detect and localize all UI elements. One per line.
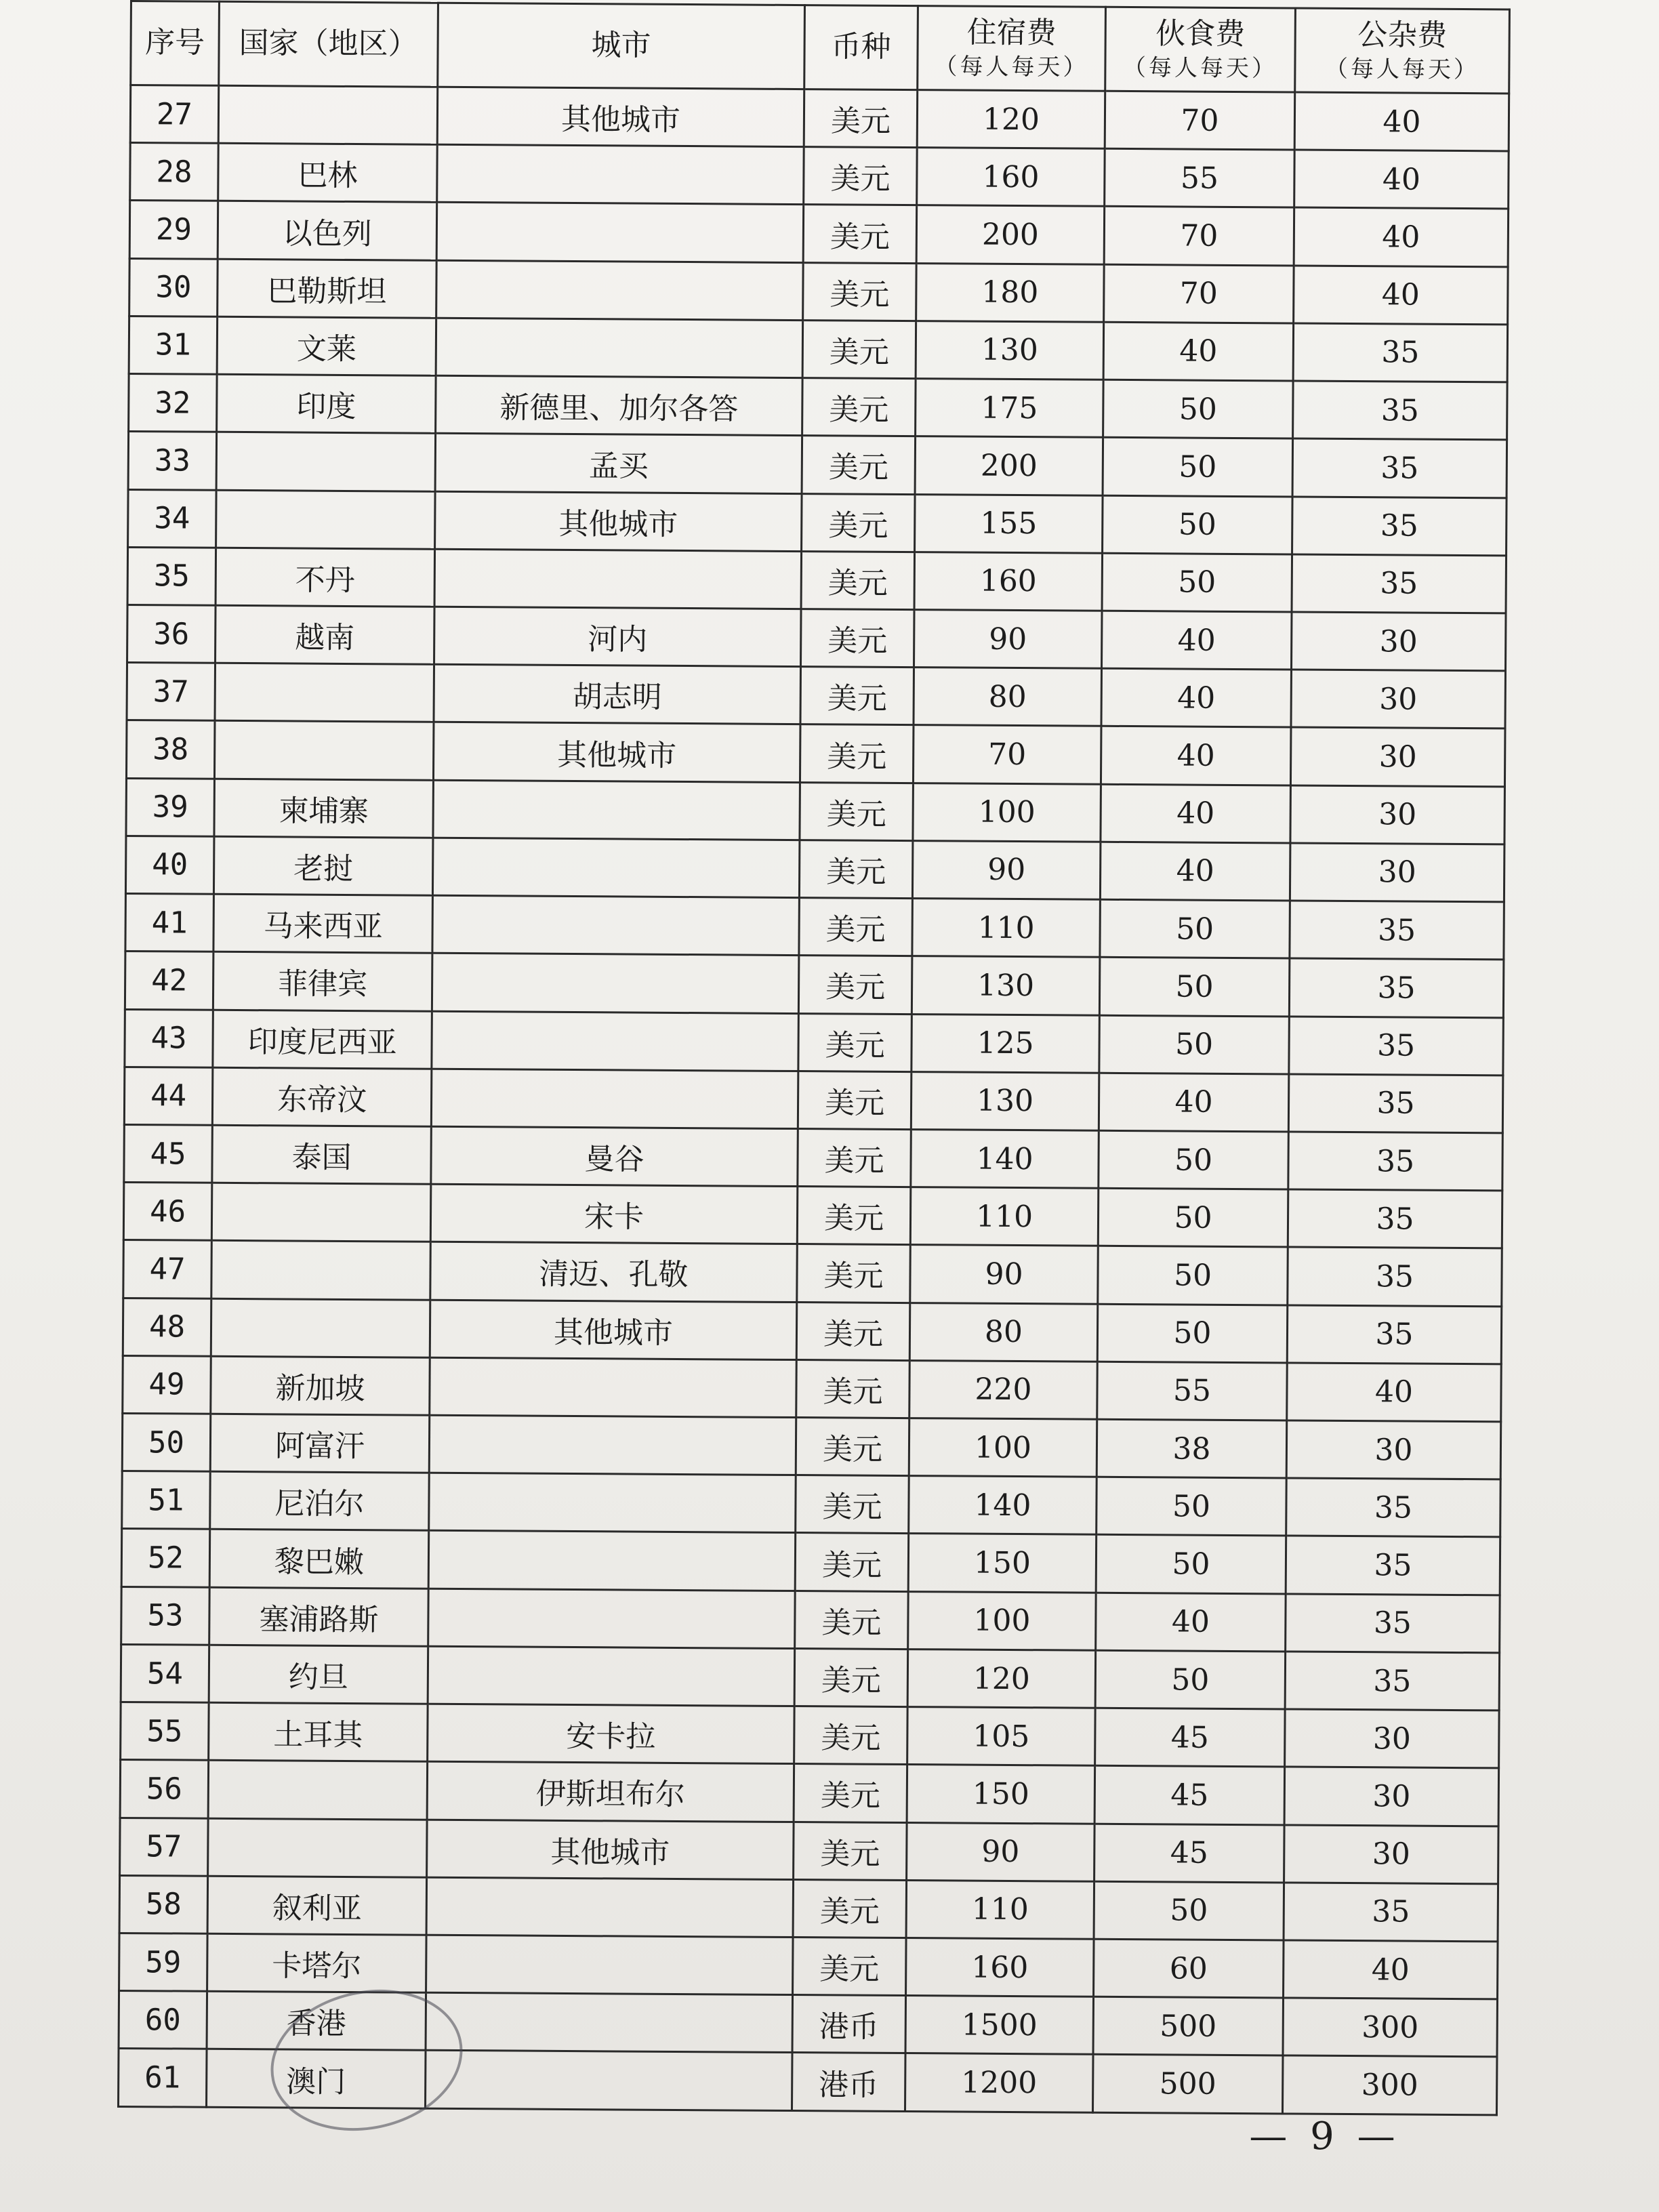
cell-index: 44 <box>124 1067 213 1125</box>
cell-city <box>436 260 804 321</box>
cell-index: 55 <box>121 1702 209 1761</box>
cell-city <box>426 1877 794 1938</box>
cell-city <box>432 895 800 956</box>
cell-country: 以色列 <box>218 201 437 260</box>
cell-index: 56 <box>120 1760 209 1818</box>
cell-lodging: 120 <box>917 90 1105 149</box>
cell-meals: 70 <box>1105 91 1295 150</box>
cell-meals: 50 <box>1099 1130 1289 1189</box>
cell-index: 40 <box>125 836 214 894</box>
cell-index: 36 <box>127 605 216 663</box>
header-lodging-title: 住宿费 <box>966 15 1057 51</box>
cell-lodging: 200 <box>915 436 1103 495</box>
cell-lodging: 130 <box>912 956 1100 1015</box>
table-row <box>121 1529 1500 1595</box>
cell-index: 32 <box>129 374 218 432</box>
header-currency: 币种 <box>804 5 918 90</box>
cell-misc: 35 <box>1292 438 1507 497</box>
cell-currency: 美元 <box>800 724 914 783</box>
cell-meals: 38 <box>1097 1419 1287 1478</box>
cell-city <box>426 1935 794 1995</box>
cell-currency: 港币 <box>792 2053 905 2112</box>
header-meals <box>1105 7 1296 92</box>
cell-currency: 美元 <box>802 320 916 378</box>
cell-currency: 美元 <box>799 898 913 956</box>
cell-city <box>426 1992 793 2053</box>
cell-city <box>432 838 800 898</box>
cell-country: 新加坡 <box>211 1356 430 1415</box>
header-misc-sub: （每人每天） <box>1324 56 1480 84</box>
table-body <box>119 85 1509 2115</box>
cell-index: 60 <box>119 1991 207 2049</box>
cell-misc: 35 <box>1286 1478 1501 1537</box>
cell-city <box>428 1531 796 1591</box>
cell-misc: 30 <box>1286 1420 1501 1479</box>
cell-lodging: 110 <box>910 1187 1099 1246</box>
cell-city <box>428 1646 795 1706</box>
cell-lodging: 130 <box>916 321 1104 380</box>
cell-index: 42 <box>125 951 213 1010</box>
cell-currency: 美元 <box>794 1822 907 1880</box>
table-row <box>120 1760 1498 1826</box>
cell-city <box>434 549 802 609</box>
cell-city: 清迈、孔敬 <box>430 1242 798 1303</box>
table-row <box>119 1875 1498 1942</box>
cell-lodging: 200 <box>916 205 1105 264</box>
cell-meals: 40 <box>1100 842 1290 901</box>
cell-city <box>429 1415 796 1475</box>
cell-index: 34 <box>128 489 217 548</box>
cell-city <box>432 954 799 1014</box>
cell-meals: 40 <box>1101 668 1292 727</box>
cell-misc: 300 <box>1283 1998 1498 2057</box>
cell-lodging: 160 <box>906 1938 1094 1997</box>
cell-currency: 美元 <box>798 1128 912 1187</box>
cell-meals: 500 <box>1092 2055 1283 2114</box>
cell-currency: 美元 <box>795 1591 909 1649</box>
header-lodging <box>918 6 1106 91</box>
cell-country: 马来西亚 <box>213 894 433 953</box>
cell-currency: 美元 <box>796 1359 910 1418</box>
cell-country: 老挝 <box>213 836 433 895</box>
cell-misc: 35 <box>1284 1883 1498 1942</box>
cell-currency: 美元 <box>798 1013 912 1071</box>
cell-misc: 35 <box>1286 1594 1500 1653</box>
cell-meals: 50 <box>1102 553 1292 612</box>
table-row <box>129 374 1507 441</box>
cell-index: 43 <box>125 1009 213 1067</box>
cell-lodging: 140 <box>909 1476 1097 1535</box>
cell-meals: 40 <box>1099 1073 1289 1132</box>
cell-currency: 美元 <box>803 205 917 263</box>
cell-misc: 35 <box>1288 1247 1502 1306</box>
cell-lodging: 100 <box>913 783 1101 842</box>
cell-misc: 40 <box>1294 150 1509 209</box>
page-number: — 9 — <box>1249 2114 1401 2158</box>
cell-misc: 30 <box>1291 612 1506 671</box>
cell-misc: 30 <box>1284 1825 1499 1884</box>
cell-index: 28 <box>130 143 219 201</box>
cell-country <box>216 432 436 491</box>
cell-lodging: 90 <box>914 610 1103 669</box>
cell-index: 57 <box>120 1818 209 1876</box>
cell-country: 柬埔寨 <box>214 779 434 838</box>
cell-index: 58 <box>119 1875 208 1933</box>
table-row <box>120 1818 1498 1884</box>
cell-misc: 30 <box>1290 727 1505 786</box>
table-row <box>126 720 1504 787</box>
table-row <box>123 1355 1501 1422</box>
table-row <box>125 1009 1503 1076</box>
cell-currency: 美元 <box>800 667 914 725</box>
cell-misc: 35 <box>1293 323 1508 382</box>
cell-index: 39 <box>126 778 215 836</box>
cell-city <box>436 203 804 263</box>
cell-country: 泰国 <box>212 1125 432 1184</box>
cell-meals: 50 <box>1103 380 1294 438</box>
table-row <box>122 1471 1500 1538</box>
cell-country: 澳门 <box>207 2049 426 2109</box>
cell-country <box>218 85 438 144</box>
cell-index: 46 <box>123 1183 212 1241</box>
cell-country: 印度 <box>217 374 436 433</box>
cell-misc: 30 <box>1291 670 1506 729</box>
table-row <box>124 1124 1502 1191</box>
header-meals-sub: （每人每天） <box>1122 54 1278 83</box>
cell-country: 巴林 <box>218 144 438 203</box>
cell-city: 河内 <box>434 607 802 667</box>
cell-misc: 35 <box>1288 1074 1503 1133</box>
cell-currency: 美元 <box>802 493 916 552</box>
table-row <box>128 432 1507 498</box>
cell-country: 菲律宾 <box>213 952 432 1011</box>
cell-lodging: 125 <box>912 1014 1100 1073</box>
cell-lodging: 130 <box>911 1071 1099 1130</box>
cell-misc: 35 <box>1290 901 1504 960</box>
cell-currency: 美元 <box>793 1879 907 1938</box>
cell-misc: 35 <box>1285 1652 1500 1711</box>
cell-country: 塞浦路斯 <box>209 1587 429 1646</box>
cell-meals: 60 <box>1094 1939 1284 1998</box>
cell-currency: 美元 <box>800 782 914 840</box>
cell-misc: 35 <box>1292 554 1507 613</box>
cell-currency: 美元 <box>802 436 916 494</box>
table-row <box>124 1067 1502 1133</box>
cell-meals: 70 <box>1104 207 1294 266</box>
cell-city <box>429 1473 796 1533</box>
cell-city <box>430 1357 797 1418</box>
cell-currency: 美元 <box>801 609 915 668</box>
cell-misc: 40 <box>1287 1363 1502 1422</box>
cell-meals: 50 <box>1097 1477 1287 1536</box>
cell-currency: 美元 <box>803 262 917 321</box>
cell-misc: 40 <box>1284 1940 1498 1999</box>
cell-meals: 500 <box>1093 1996 1284 2055</box>
cell-meals: 50 <box>1103 495 1293 554</box>
table-row <box>125 894 1504 960</box>
cell-misc: 30 <box>1285 1709 1500 1768</box>
cell-lodging: 1200 <box>905 2053 1093 2112</box>
cell-meals: 55 <box>1105 149 1295 208</box>
table-row <box>127 605 1506 671</box>
cell-meals: 45 <box>1094 1824 1285 1883</box>
table-row <box>128 489 1507 556</box>
cell-lodging: 175 <box>916 379 1104 438</box>
table-row <box>123 1240 1502 1307</box>
cell-lodging: 80 <box>909 1303 1098 1361</box>
cell-misc: 35 <box>1292 497 1507 556</box>
header-city: 城市 <box>438 3 805 89</box>
cell-currency: 美元 <box>804 89 918 148</box>
table-row <box>121 1702 1499 1769</box>
table-row <box>121 1586 1500 1653</box>
cell-lodging: 160 <box>917 148 1105 207</box>
cell-misc: 35 <box>1289 958 1504 1017</box>
cell-country: 尼泊尔 <box>210 1472 430 1531</box>
table-row <box>130 143 1509 209</box>
cell-misc: 35 <box>1288 1132 1503 1191</box>
cell-country: 东帝汶 <box>212 1067 432 1126</box>
cell-meals: 50 <box>1095 1650 1286 1709</box>
cell-currency: 美元 <box>797 1187 911 1245</box>
cell-lodging: 155 <box>915 494 1103 553</box>
cell-country <box>208 1761 428 1820</box>
cell-meals: 50 <box>1094 1881 1284 1940</box>
cell-country: 香港 <box>207 1991 426 2050</box>
header-index: 序号 <box>131 1 220 86</box>
cell-meals: 45 <box>1095 1708 1286 1767</box>
cell-misc: 300 <box>1282 2055 1497 2114</box>
cell-misc: 30 <box>1290 843 1504 902</box>
cell-index: 48 <box>123 1298 211 1356</box>
cell-lodging: 90 <box>910 1245 1099 1304</box>
cell-currency: 美元 <box>793 1938 907 1996</box>
cell-country: 土耳其 <box>209 1702 428 1761</box>
cell-country <box>211 1241 431 1300</box>
cell-meals: 40 <box>1096 1593 1286 1652</box>
cell-country: 约旦 <box>209 1645 428 1704</box>
cell-country: 越南 <box>216 605 435 664</box>
cell-city <box>431 1069 798 1129</box>
cell-index: 27 <box>130 85 219 144</box>
cell-city: 孟买 <box>435 434 802 494</box>
cell-country: 文莱 <box>217 316 436 375</box>
cell-currency: 美元 <box>796 1302 910 1360</box>
cell-misc: 40 <box>1294 266 1509 325</box>
table-row <box>129 258 1508 325</box>
cell-meals: 50 <box>1098 1246 1288 1305</box>
cell-meals: 45 <box>1094 1766 1285 1825</box>
table-row <box>123 1183 1502 1249</box>
cell-country: 黎巴嫩 <box>209 1530 429 1589</box>
cell-misc: 35 <box>1288 1189 1502 1248</box>
table-row <box>127 547 1506 613</box>
cell-country: 印度尼西亚 <box>213 1010 432 1069</box>
cell-meals: 50 <box>1097 1304 1288 1363</box>
cell-lodging: 1500 <box>905 1996 1094 2055</box>
table-row <box>119 1933 1498 1999</box>
cell-lodging: 105 <box>907 1707 1096 1766</box>
cell-lodging: 220 <box>909 1360 1098 1419</box>
cell-city: 其他城市 <box>430 1300 797 1360</box>
cell-index: 49 <box>123 1355 211 1414</box>
cell-currency: 美元 <box>796 1418 909 1476</box>
cell-lodging: 160 <box>914 552 1103 611</box>
cell-currency: 美元 <box>798 1071 912 1129</box>
cell-lodging: 100 <box>909 1418 1097 1477</box>
cell-index: 53 <box>121 1586 210 1645</box>
cell-currency: 美元 <box>794 1764 907 1822</box>
cell-lodging: 110 <box>912 899 1101 958</box>
cell-index: 31 <box>129 316 218 374</box>
cell-index: 47 <box>123 1240 212 1298</box>
cell-currency: 美元 <box>794 1706 908 1765</box>
cell-misc: 40 <box>1294 92 1509 151</box>
table-row <box>127 663 1505 729</box>
cell-index: 30 <box>129 258 218 316</box>
cell-meals: 50 <box>1100 899 1290 958</box>
cell-meals: 50 <box>1099 958 1290 1017</box>
cell-country: 不丹 <box>216 548 435 607</box>
cell-meals: 70 <box>1104 264 1294 323</box>
cell-index: 61 <box>119 2049 207 2107</box>
cell-index: 35 <box>127 547 216 605</box>
header-country: 国家（地区） <box>219 1 438 87</box>
cell-currency: 美元 <box>801 551 915 609</box>
cell-index: 37 <box>127 663 216 721</box>
cell-city: 其他城市 <box>435 491 802 552</box>
cell-misc: 35 <box>1286 1536 1500 1595</box>
cell-index: 52 <box>121 1529 210 1587</box>
cell-misc: 30 <box>1290 785 1505 844</box>
cell-misc: 35 <box>1287 1305 1502 1364</box>
cell-misc: 35 <box>1293 381 1508 440</box>
table-row <box>126 778 1504 844</box>
table-row <box>125 951 1503 1018</box>
cell-city <box>436 318 803 378</box>
cell-currency: 美元 <box>799 840 913 898</box>
table-row <box>125 836 1504 902</box>
cell-lodging: 70 <box>913 725 1101 784</box>
cell-city <box>428 1589 796 1649</box>
cell-city <box>437 144 804 205</box>
cell-lodging: 150 <box>907 1765 1095 1824</box>
header-lodging-sub: （每人每天） <box>934 53 1089 81</box>
cell-city: 曼谷 <box>431 1126 798 1187</box>
cell-meals: 40 <box>1102 611 1292 670</box>
header-meals-title: 伙食费 <box>1155 16 1246 52</box>
cell-city: 其他城市 <box>433 722 800 783</box>
cell-lodging: 150 <box>908 1534 1097 1593</box>
cell-country <box>215 663 434 722</box>
cell-meals: 55 <box>1097 1361 1288 1420</box>
table-row <box>129 201 1508 267</box>
cell-lodging: 180 <box>916 263 1105 322</box>
cell-meals: 50 <box>1099 1015 1290 1074</box>
table-row <box>130 85 1509 152</box>
cell-index: 54 <box>121 1644 209 1702</box>
cell-city: 新德里、加尔各答 <box>436 375 803 436</box>
cell-meals: 50 <box>1096 1535 1286 1594</box>
cell-index: 59 <box>119 1933 208 1991</box>
cell-city: 安卡拉 <box>428 1704 795 1764</box>
cell-lodging: 120 <box>907 1649 1096 1708</box>
cell-country <box>214 721 434 780</box>
travel-allowance-table <box>117 0 1511 2116</box>
cell-currency: 美元 <box>796 1475 909 1534</box>
cell-currency: 美元 <box>794 1648 908 1706</box>
cell-country <box>211 1183 431 1242</box>
cell-currency: 美元 <box>795 1533 909 1591</box>
cell-city: 伊斯坦布尔 <box>427 1762 794 1822</box>
cell-city: 其他城市 <box>427 1820 794 1880</box>
cell-country: 巴勒斯坦 <box>218 259 437 318</box>
header-misc <box>1295 8 1510 94</box>
cell-country <box>211 1298 430 1357</box>
cell-city: 胡志明 <box>434 664 801 724</box>
cell-currency: 港币 <box>792 1995 906 2053</box>
cell-currency: 美元 <box>798 956 912 1014</box>
cell-currency: 美元 <box>802 378 916 436</box>
cell-index: 45 <box>124 1124 213 1183</box>
cell-meals: 50 <box>1103 438 1293 497</box>
cell-misc: 30 <box>1284 1767 1499 1826</box>
cell-currency: 美元 <box>804 147 918 205</box>
table-row <box>123 1298 1501 1364</box>
cell-city <box>433 780 800 840</box>
cell-meals: 50 <box>1098 1188 1288 1247</box>
cell-city <box>426 2051 793 2111</box>
cell-country <box>208 1818 428 1877</box>
cell-misc: 35 <box>1289 1016 1504 1075</box>
cell-index: 51 <box>122 1471 211 1530</box>
cell-city: 宋卡 <box>430 1184 798 1244</box>
cell-country: 阿富汗 <box>210 1414 430 1473</box>
cell-city <box>432 1011 799 1071</box>
header-misc-title: 公杂费 <box>1357 17 1448 53</box>
cell-lodging: 90 <box>912 840 1101 899</box>
cell-index: 50 <box>122 1414 211 1472</box>
cell-lodging: 110 <box>906 1880 1094 1939</box>
table-header-row <box>131 1 1510 94</box>
cell-index: 33 <box>128 432 217 490</box>
table-row <box>129 316 1507 382</box>
table-row <box>122 1414 1500 1480</box>
cell-lodging: 140 <box>911 1130 1099 1189</box>
cell-lodging: 90 <box>907 1822 1095 1881</box>
cell-lodging: 80 <box>914 668 1102 726</box>
table-row <box>121 1644 1499 1711</box>
cell-city: 其他城市 <box>437 87 804 147</box>
cell-index: 38 <box>126 720 215 779</box>
cell-lodging: 100 <box>908 1591 1097 1650</box>
cell-country: 卡塔尔 <box>207 1933 427 1992</box>
cell-misc: 40 <box>1294 207 1509 266</box>
cell-index: 41 <box>125 894 214 952</box>
cell-meals: 40 <box>1101 726 1291 785</box>
cell-country: 叙利亚 <box>207 1876 427 1935</box>
cell-meals: 40 <box>1103 322 1294 381</box>
cell-meals: 40 <box>1101 784 1291 843</box>
cell-currency: 美元 <box>797 1244 911 1303</box>
cell-index: 29 <box>129 201 218 259</box>
cell-country <box>216 490 436 549</box>
